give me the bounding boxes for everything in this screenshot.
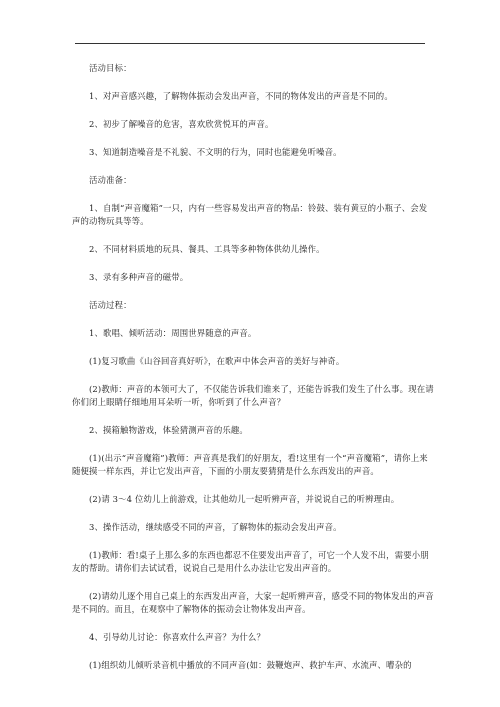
document-body [72, 62, 434, 687]
process-step-3: 3、操作活动，继续感受不同的声音，了解物体的振动会发出声音。 [89, 522, 342, 532]
process-step-3-sub-2: (2)请幼儿逐个用自己桌上的东西发出声音，大家一起听辨声音，感受不同的物体发出的声音是不同的。而且，在观察中了解物体的振动会让物体发出声音。 [72, 591, 434, 614]
process-step-1: 1、歌唱、倾听活动：周围世界随意的声音。 [89, 328, 257, 338]
process-step-4: 4、引导幼儿讨论：你喜欢什么声音？为什么？ [89, 632, 265, 642]
process-step-2-sub-1: (1)(出示“声音魔箱”)教师：声音真是我们的好朋友，看!这里有一个“声音魔箱”，请你上来随便摸一样东西，并让它发出声音，下面的小朋友要猜猜是什么东西发出的声音。 [72, 453, 428, 476]
process-step-1-sub-2: (2)教师：声音的本领可大了，不仅能告诉我们谁来了，还能告诉我们发生了什么事。现在请你们闭上眼睛仔细地用耳朵听一听，你听到了什么声音？ [72, 384, 434, 407]
preparation-item-3: 3、录有多种声音的磁带。 [89, 272, 189, 282]
header-rule [75, 43, 425, 44]
section-heading-process: 活动过程： [89, 300, 132, 310]
goal-item-2: 2、初步了解噪音的危害，喜欢欣赏悦耳的声音。 [89, 119, 274, 129]
process-step-2: 2、摸箱触物游戏，体验猜测声音的乐趣。 [89, 425, 248, 435]
process-step-1-sub-1: (1)复习歌曲《山谷回音真好听》，在歌声中体会声音的美好与神奇。 [89, 356, 345, 366]
goal-item-3: 3、知道制造噪音是不礼貌、不文明的行为，同时也能避免听噪音。 [89, 147, 342, 157]
section-heading-goals: 活动目标： [89, 63, 132, 73]
section-heading-preparation: 活动准备： [89, 175, 132, 185]
process-step-4-sub-1: (1)组织幼儿倾听录音机中播放的不同声音(如：鼓鞭炮声、救护车声、水流声、嘈杂的 [89, 660, 412, 670]
preparation-item-2: 2、不同材料质地的玩具、餐具、工具等多种物体供幼儿操作。 [89, 244, 325, 254]
process-step-2-sub-2: (2)请 3～4 位幼儿上前游戏，让其他幼儿一起听辨声音，并说说自己的听辨理由。 [89, 494, 400, 504]
process-step-3-sub-1: (1)教师：看!桌子上那么多的东西也都忍不住要发出声音了，可它一个人发不出，需要小朋友的帮助。请你们去试试看，说说自己是用什么办法让它发出声音的。 [72, 550, 429, 573]
goal-item-1: 1、对声音感兴趣，了解物体振动会发出声音，不同的物体发出的声音是不同的。 [89, 91, 393, 101]
preparation-item-1: 1、自制“声音魔箱”一只，内有一些容易发出声音的物品：铃鼓、装有黄豆的小瓶子、会发声的动物玩具等等。 [72, 203, 428, 226]
